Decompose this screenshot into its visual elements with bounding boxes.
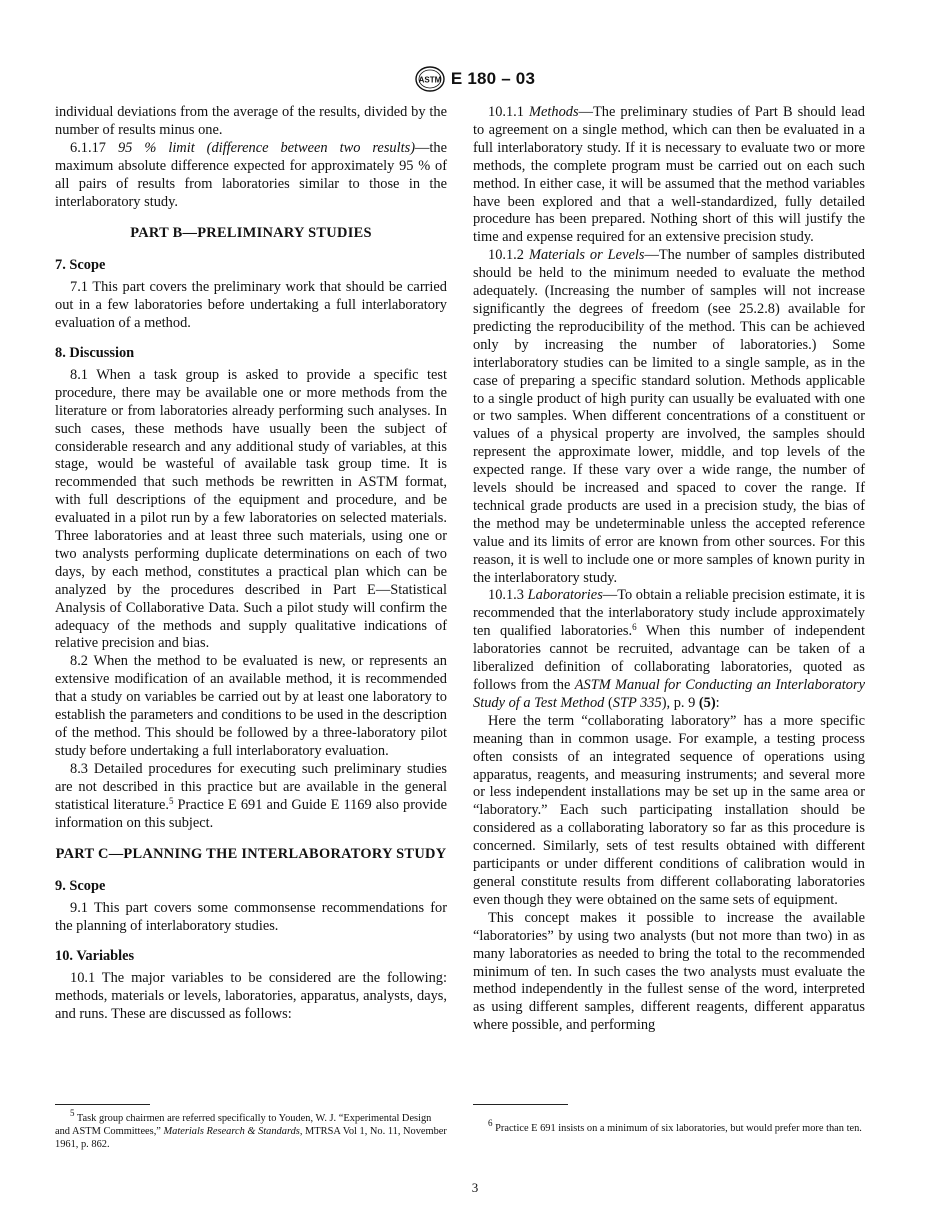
footnote-6: $^6$ Practice E 691 insists on a minimum of six laboratories, but would prefer more than ten. <box>488 1118 862 1134</box>
paragraph-8-2: 8.2 When the method to be evaluated is new, or represents an extensive modification of an available method, it is recommended that a study on variables be carried out by at least one laboratory to establish the parameters and conditions to be used in the description of the method. This should be followed by a three-laboratory pilot study before undertaking a full interlaboratory evaluation. <box>55 653 447 759</box>
paragraph-10-1-2: 10.1.2 Materials or Levels—The number of samples distributed should be held to the minimum needed to evaluate the method adequately. (Increasing the number of samples will not increase significantly the degrees of freedom (see 25.2.8) available for predicting the reproducibility of the method. This can be achieved only by increasing the number of laboratories.) Some interlaboratory studies can be limited to a single sample, as in the case of preparing a specific standard solution. Methods applicable to a single product of high purity can usually be evaluated with one or two samples. When different concentrations of a constituent or values of a physical property are involved, the samples should represent the approximate lower, middle, and top levels of the expected range. If these vary over a wide range, the number of levels should be increased and spaced to cover the range. If technical grade products are used in a precision study, the bias of the method may be undeterminable unless the accepted reference value and its limits of error are known from other sources. For this reason, it is well to include one or more samples of known purity in the interlaboratory study. <box>473 247 865 586</box>
term-95-limit: 95 % limit (difference between two results) <box>117 139 416 156</box>
paragraph-8-1: 8.1 When a task group is asked to provide a specific test procedure, there may be available one or more methods from the literature or from laboratories already performing such analyses. In such cases, these methods have usually been the subject of considerable research and any additional study of variables, at this stage, would be wasteful of available task group time. It is recommended that such methods be rewritten in ASTM format, with full descriptions of the equipment and procedure, and be evaluated in a pilot run by a few laboratories on selected materials. Three laboratories and at least three such materials, using one or two analysts performing duplicate determinations on each of two days, by each method, constitutes a practical plan which can be analyzed by the procedures described in Part E—Statistical Analysis of Collaborative Data. Such a pilot study will confirm the adequacy of the methods and supply qualitative indications of relative precision and bias. <box>55 366 447 652</box>
paragraph-8-3: 8.3 Detailed procedures for executing such preliminary studies are not described in this practice but are available in the general statistical literature.$^5$ Practice E 691 and Guide E 1169 also provide information on this subject. <box>55 760 447 831</box>
paragraph-10-1: 10.1 The major variables to be considered are the following: methods, materials or levels, laboratories, apparatus, analysts, days, and runs. These are discussed as follows: <box>55 969 447 1022</box>
footnote-ref-6[interactable]: 6 <box>632 622 637 633</box>
section-9-heading: 9. Scope <box>55 878 106 895</box>
reference-5[interactable]: (5) <box>698 694 716 711</box>
part-c-heading: PART C—PLANNING THE INTERLABORATORY STUDY <box>55 846 447 863</box>
paragraph-collaborating-laboratory: Here the term “collaborating laboratory” has a more specific meaning than in common usage. For example, a testing process often consists of an integrated sequence of operations using apparatus, reagents, and measuring instruments; and several more or less independent installations may be set up in the same area or “laboratory.” Each such participating installation should be considered as a collaborating laboratory so far as this procedure is concerned. Similarly, sets of test results obtained with different participants or under different conditions of calibration would in general constitute results from different collaborating laboratories even though they were obtained on the same sets of equipment. <box>473 712 865 908</box>
stp-number: STP 335 <box>612 694 662 711</box>
term-materials-levels: Materials or Levels <box>528 247 645 264</box>
logo-text: ASTM <box>418 75 442 85</box>
part-b-heading: PART B—PRELIMINARY STUDIES <box>130 225 372 242</box>
page-number: 3 <box>471 1180 479 1195</box>
footnote-rule-right <box>473 1104 568 1105</box>
paragraph-continued: individual deviations from the average of the results, divided by the number of results minus one. <box>55 104 447 138</box>
paragraph-7-1: 7.1 This part covers the preliminary work that should be carried out in a few laboratories before undertaking a full interlaboratory evaluation of a method. <box>55 279 447 332</box>
footnote-ref-5[interactable]: 5 <box>168 795 174 806</box>
left-column <box>55 104 447 1024</box>
header-group <box>415 66 535 92</box>
manual-title: ASTM Manual for Conducting an Interlaboratory Study of a Test Method <box>473 677 865 711</box>
astm-logo-icon <box>415 66 445 92</box>
paragraph-10-1-3: 10.1.3 Laboratories—To obtain a reliable precision estimate, it is recommended that the interlaboratory study include approximately ten qualified laboratories.$^6$ When this number of independent laboratories cannot be recruited, advantage can be taken of a liberalized definition of collaborating laboratories, quoted as follows from the ASTM Manual for Conducting an Interlaboratory Study of a Test Method (STP 335), p. 9 (5): <box>473 587 866 711</box>
right-column <box>473 104 865 1035</box>
document-designation: E 180 – 03 <box>450 69 536 88</box>
section-7-heading: 7. Scope <box>55 257 106 274</box>
footnote-rule-left <box>55 1104 150 1105</box>
footnote-5: $^5$ Task group chairmen are referred specifically to Youden, W. J. “Experimental Design and ASTM Committees,” Materials Research & Standards, MTRSA Vol 1, No. 11, November 1961, p. 862. <box>55 1108 447 1150</box>
paragraph-concept: This concept makes it possible to increase the available “laboratories” by using two analysts (but not more than two) in as many laboratories as needed to bring the total to the recommended minimum of ten. In such cases the two analysts must evaluate the method independently in the fullest sense of the word, interpreted as using different samples, different reagents, different apparatus where possible, and performing <box>473 909 865 1034</box>
term-laboratories: Laboratories <box>527 587 603 604</box>
paragraph-9-1: 9.1 This part covers some commonsense recommendations for the planning of interlaboratory studies. <box>55 900 447 935</box>
paragraph-10-1-1: 10.1.1 Methods—The preliminary studies of Part B should lead to agreement on a single method, which can then be evaluated in a full interlaboratory study. If it is necessary to evaluate two or more methods, the complete program must be carried out on each such method. In either case, it will be assumed that the method variables have been explored and that a well-standardized, fully detailed procedure has been prepared. Nothing short of this will justify the time and expense required for an extensive precision study. <box>473 104 866 246</box>
paragraph-6-1-17: 6.1.17 95 % limit (difference between two results)—the maximum absolute difference expected for approximately 95 % of all pairs of results from laboratories similar to those in the interlaboratory study. <box>55 139 447 210</box>
section-8-heading: 8. Discussion <box>55 344 135 361</box>
term-methods: Methods <box>529 104 579 120</box>
section-10-heading: 10. Variables <box>55 948 135 965</box>
page-header <box>0 64 950 94</box>
